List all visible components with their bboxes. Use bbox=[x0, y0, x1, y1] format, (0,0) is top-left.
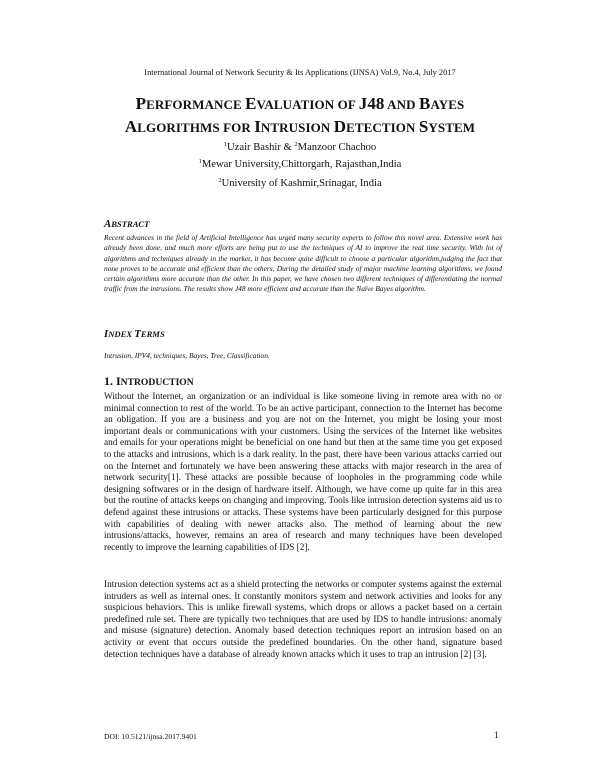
journal-header: International Journal of Network Security & Its Applications (IJNSA) Vol.9, No.4, July 2017 bbox=[144, 68, 456, 77]
title-word-initial: A bbox=[124, 117, 138, 136]
affiliation-2-text: University of Kashmir,Srinagar, India bbox=[221, 178, 382, 189]
author1-superscript: 1 bbox=[223, 141, 228, 148]
introduction-heading bbox=[104, 374, 194, 390]
author2-name: Manzoor Chachoo bbox=[297, 142, 377, 153]
author2-superscript: 2 bbox=[294, 141, 298, 148]
title-word-rest: LGORITHMS FOR bbox=[137, 120, 255, 135]
introduction-paragraph-2: Intrusion detection systems act as a shield protecting the networks or computer systems against the external intruders as well as internal ones. It constantly monitors system and network activities and looks for any suspicious behaviors. This is unlike firewall systems, which drops or allows a packet based on a certain predefined rule set. There are typically two techniques that are used by IDS to handle intrusions: anomaly and misuse (signature) detection. Anomaly based detection techniques report an intrusion based on an activity or event that occurs outside the predefined boundaries. On the other hand, signature based detection techniques have a database of already known attacks which it uses to trap an intrusion [2] [3]. bbox=[104, 580, 502, 660]
abstract-heading bbox=[104, 218, 149, 230]
title-word-initial: P bbox=[135, 94, 147, 113]
index-terms-rest-1: NDEX bbox=[108, 329, 135, 339]
title-word-initial: D bbox=[333, 117, 347, 136]
title-word-rest: ETECTION bbox=[346, 120, 419, 135]
abstract-heading-rest: BSTRACT bbox=[111, 219, 150, 229]
index-terms-heading bbox=[104, 328, 165, 340]
affiliation-1 bbox=[0, 159, 600, 171]
title-word-rest: VALUATION OF bbox=[256, 97, 359, 112]
introduction-heading-rest: NTRODUCTION bbox=[120, 377, 194, 388]
title-word-rest: NTRUSION bbox=[260, 120, 334, 135]
title-word-initial: E bbox=[245, 94, 257, 113]
title-line-1 bbox=[60, 93, 540, 116]
affiliation-1-superscript: 1 bbox=[198, 158, 202, 165]
page-number: 1 bbox=[494, 731, 499, 741]
affiliation-1-text: Mewar University,Chittorgarh, Rajasthan,India bbox=[201, 159, 402, 170]
paper-title bbox=[60, 93, 540, 139]
title-word-initial: S bbox=[418, 117, 429, 136]
affiliation-2 bbox=[0, 178, 600, 190]
index-terms-initial-1: I bbox=[104, 328, 109, 340]
abstract-heading-initial: A bbox=[104, 218, 112, 230]
author1-name: Uzair Bashir & bbox=[227, 142, 295, 153]
introduction-heading-num: 1. I bbox=[104, 374, 121, 388]
title-word-rest: YSTEM bbox=[428, 120, 476, 135]
title-line-2 bbox=[60, 116, 540, 139]
title-word-rest: ERFORMANCE bbox=[146, 97, 246, 112]
index-terms-initial-2: T bbox=[134, 328, 141, 340]
title-word-rest: AYES bbox=[430, 97, 465, 112]
title-word-initial: J48 bbox=[358, 94, 385, 113]
abstract-text: Recent advances in the field of Artificial Intelligence has urged many security experts to follow this novel area. Extensive work has already been done, and much more efforts are being put to use the techniques of AI to improve the real time security. With lot of algorithms and techniques already in the market, it has become quite difficult to choose a particular algorithm,judging the fact that none proves to be accurate and efficient than the others. During the detailed study of major machine learning algorithms, we found certain algorithms more accurate than the other. In this paper, we have chosen two different techniques of differentiating the normal traffic from the intrusions. The results show J48 more efficient and accurate than the Naïve Bayes algorithm. bbox=[104, 233, 502, 294]
title-word-initial: I bbox=[254, 117, 261, 136]
title-word-initial: B bbox=[419, 94, 431, 113]
index-terms-text: Intrusion, IPV4, techniques, Bayes, Tree, Classification. bbox=[104, 351, 270, 360]
author-line bbox=[0, 142, 600, 154]
introduction-paragraph-1: Without the Internet, an organization or an individual is like someone living in remote area with no or minimal connection to rest of the world. To be an active participant, connection to the Internet has become an obligation. If you are a business and you are not on the Internet, you might be losing your most important deals or communications with your customers. Using the services of the Internet like websites and emails for your operations might be beneficial on one hand but then at the same time you get exposed to the attacks and intrusions, which is a dark reality. In the past, there have been various attacks carried out on the Internet and fortunately we have been answering these attacks with major research in the area of network security[1]. These attacks are possible because of loopholes in the programming code while designing softwares or in the design of hardware itself. Although, we have come up quite far in this area but the routine of attacks keeps on changing and improving. Tools like intrusion detection systems aid us to defend against these intrusions or attacks. These systems have been particularly designed for this purpose with capabilities of dealing with newer attacks also. The method of learning about the new intrusions/attacks, however, remains an area of research and many techniques have been developed recently to improve the learning capabilities of IDS [2]. bbox=[104, 392, 502, 553]
footer-doi: DOI: 10.5121/ijnsa.2017.9401 bbox=[104, 732, 197, 741]
affiliation-2-superscript: 2 bbox=[218, 177, 222, 184]
title-word-rest: AND bbox=[384, 97, 419, 112]
index-terms-rest-2: ERMS bbox=[140, 329, 165, 339]
